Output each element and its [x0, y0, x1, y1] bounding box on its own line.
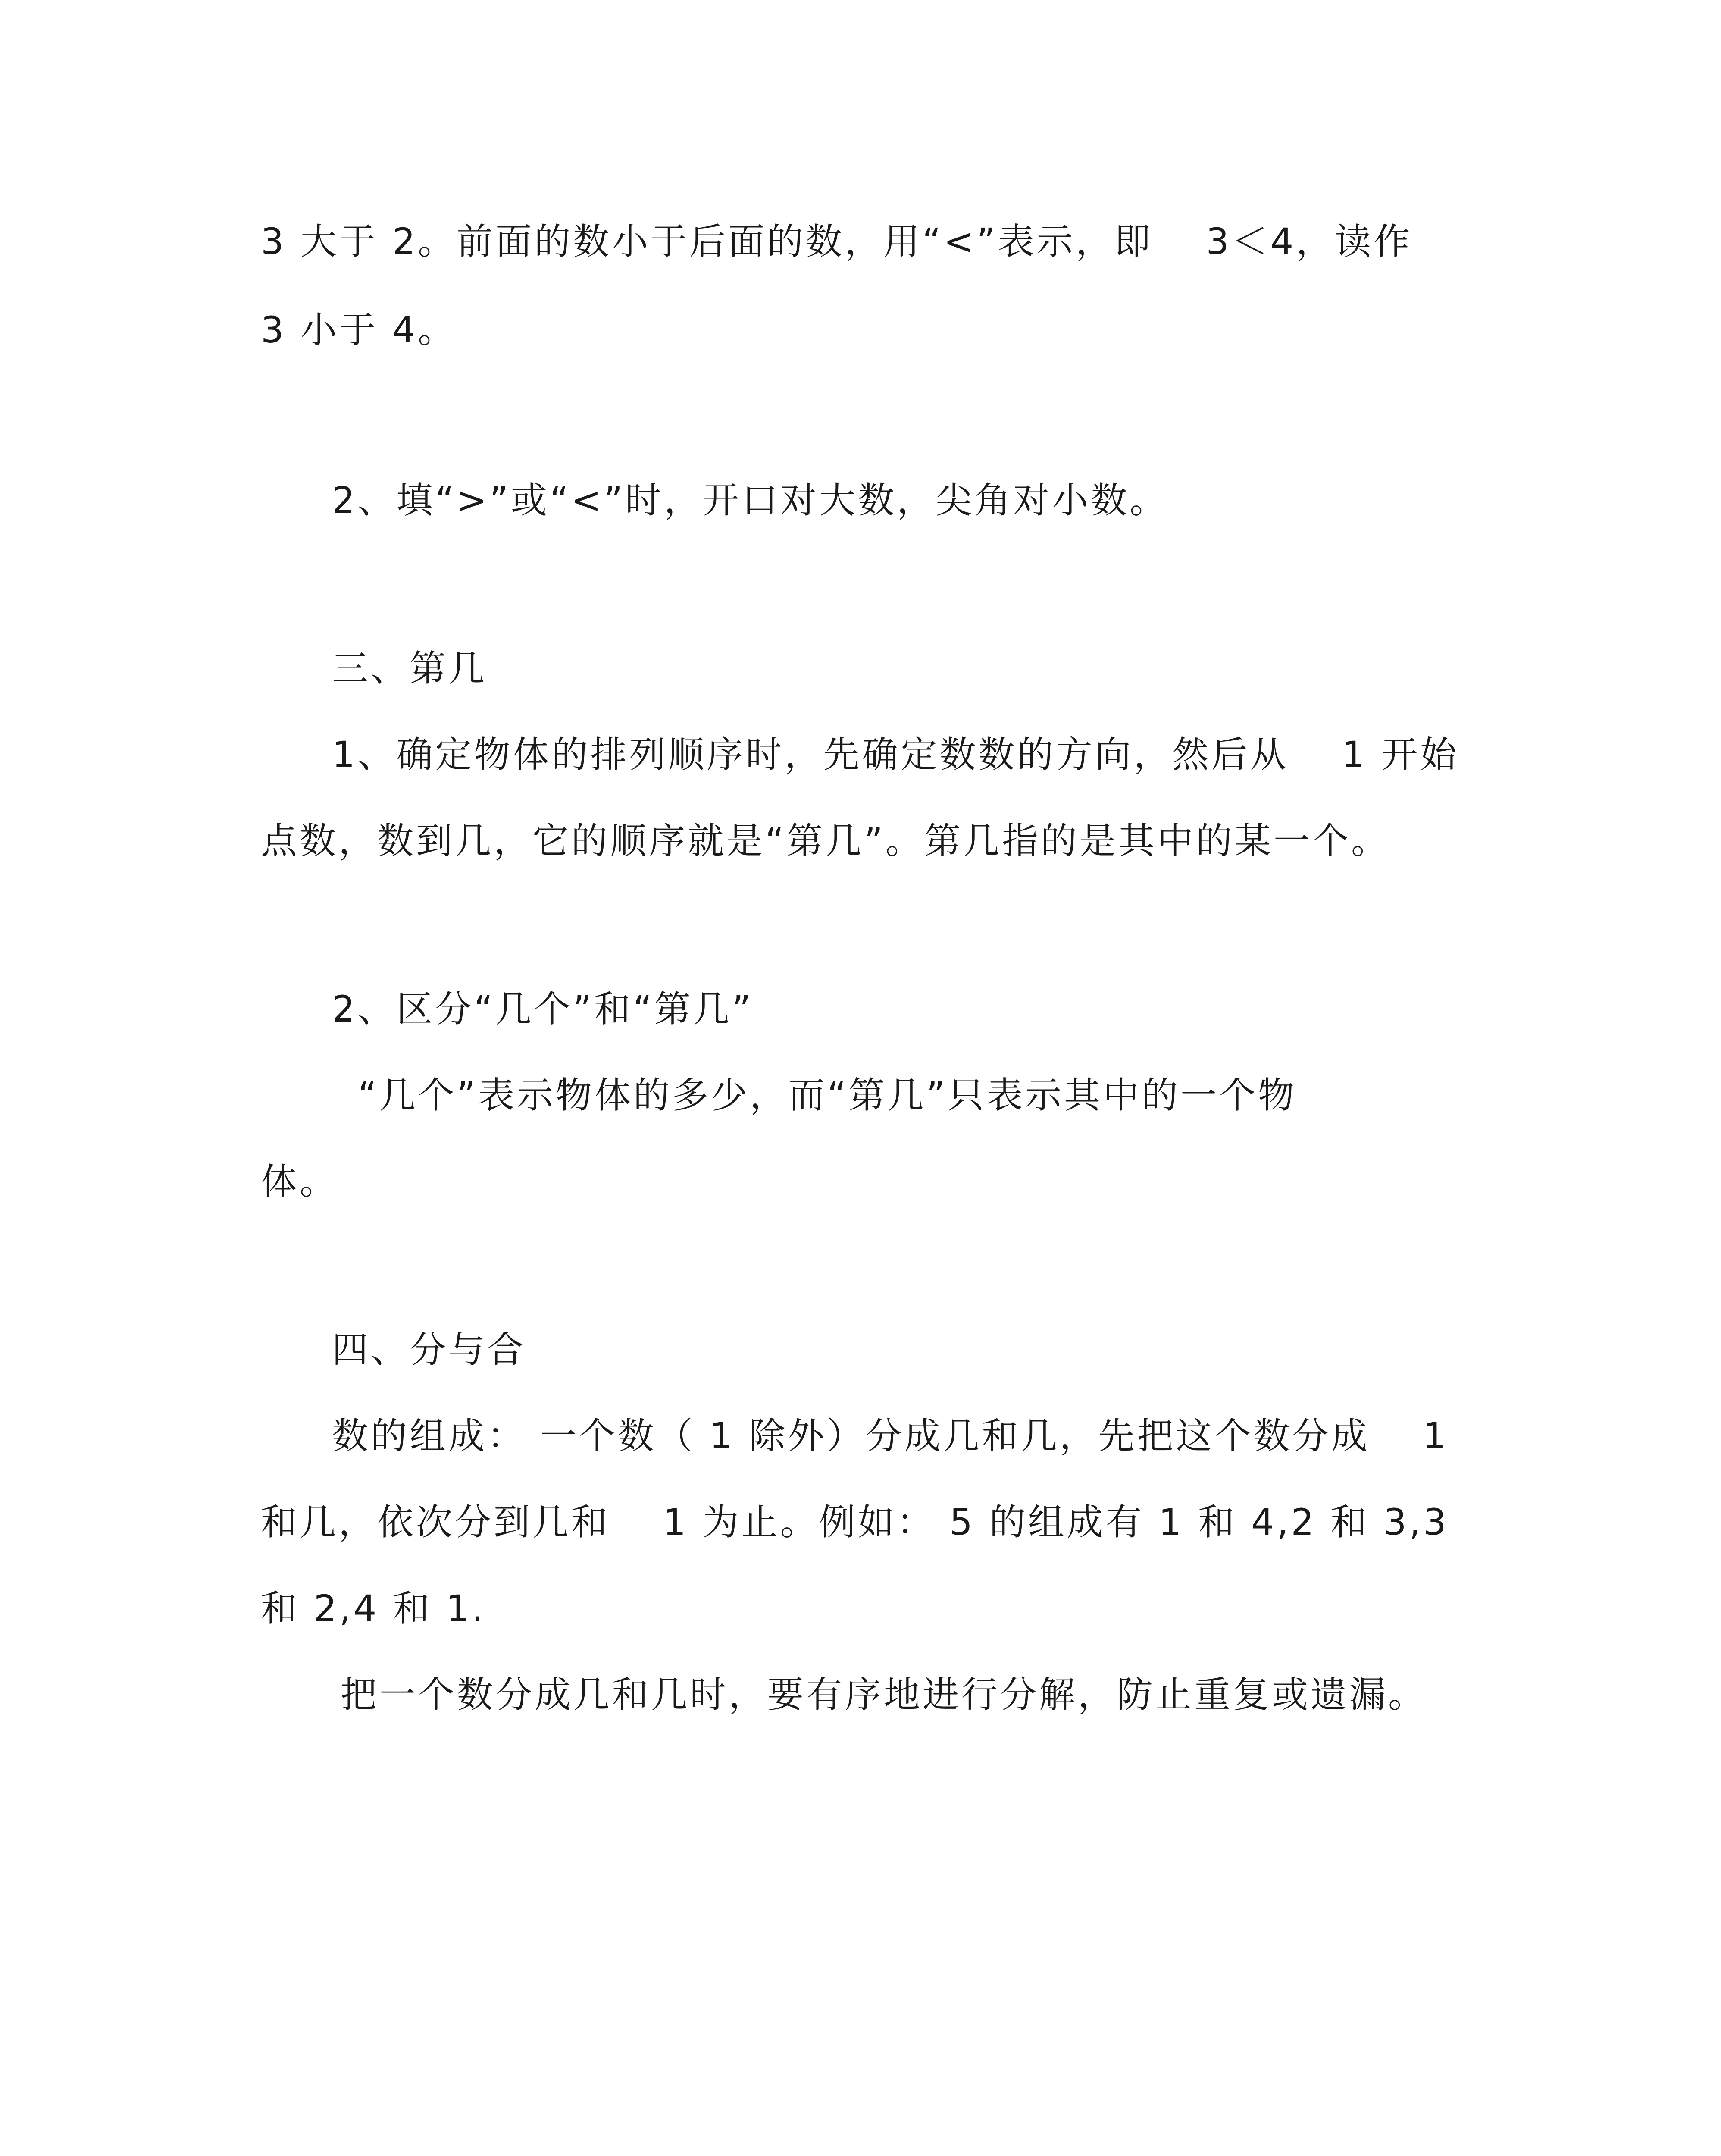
text-line-14: 把一个数分成几和几时，要有序地进行分解，防止重复或遗漏。: [341, 1673, 1427, 1716]
section-heading-3: 三、第几: [332, 647, 488, 689]
section-heading-4: 四、分与合: [332, 1329, 526, 1371]
text-line-2: 3 小于 4。: [261, 309, 457, 351]
text-line-7: 2、区分“几个”和“第几”: [332, 988, 754, 1030]
text-line-6: 点数，数到几，它的顺序就是“第几”。第几指的是其中的某一个。: [261, 820, 1390, 862]
text-line-9: 体。: [261, 1160, 339, 1203]
text-line-1: 3 大于 2。前面的数小于后面的数，用“<”表示，即 3＜4，读作: [261, 220, 1413, 263]
text-line-13: 和 2,4 和 1.: [261, 1587, 486, 1630]
text-line-5: 1、确定物体的排列顺序时，先确定数数的方向，然后从 1 开始: [332, 733, 1459, 776]
text-line-11: 数的组成： 一个数（ 1 除外）分成几和几，先把这个数分成 1: [332, 1415, 1449, 1457]
text-line-12: 和几，依次分到几和 1 为止。例如： 5 的组成有 1 和 4,2 和 3,3: [261, 1501, 1449, 1543]
text-line-8: “几个”表示物体的多少，而“第几”只表示其中的一个物: [358, 1074, 1297, 1116]
text-line-3: 2、填“>”或“<”时，开口对大数，尖角对小数。: [332, 479, 1169, 521]
